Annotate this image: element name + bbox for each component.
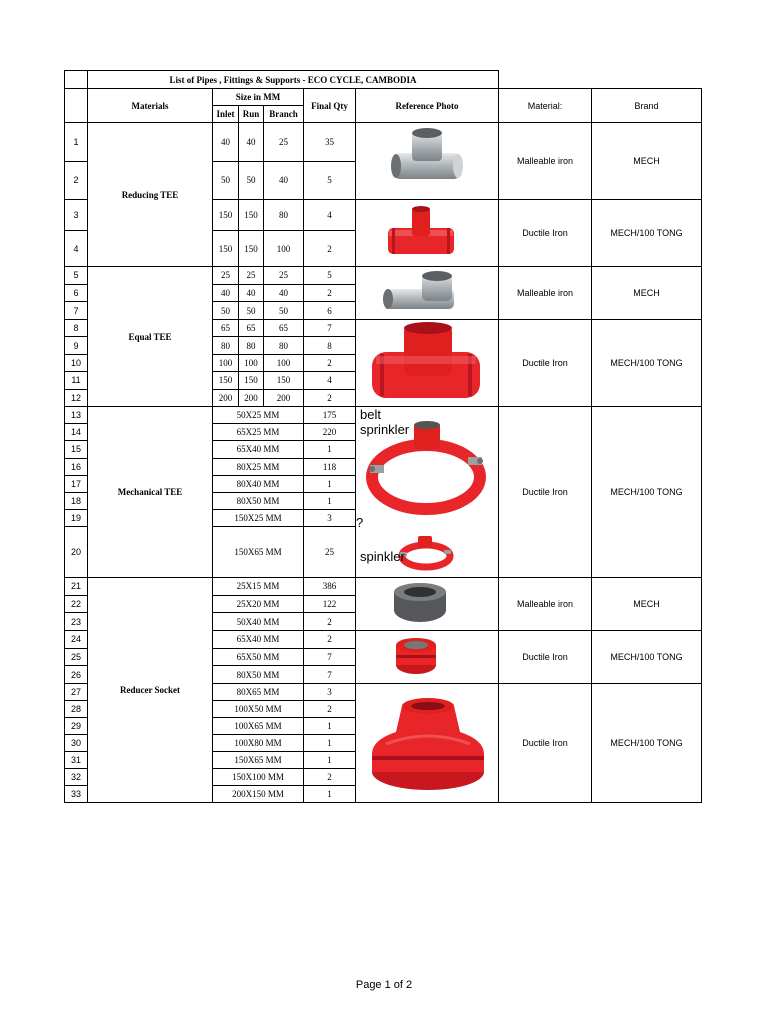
table-row: 17 80X40 MM 1 bbox=[65, 475, 702, 492]
table-row: 6 40 40 40 2 bbox=[65, 284, 702, 302]
table-row: 21 Reducer Socket 25X15 MM 386 Malleable iron MECH bbox=[65, 578, 702, 596]
note-sprinkler: sprinkler bbox=[360, 422, 410, 437]
galvanized-tee-image bbox=[356, 123, 498, 197]
group-mechanical-tee: Mechanical TEE bbox=[88, 407, 213, 578]
table-row: 19 150X25 MM 3 bbox=[65, 510, 702, 527]
table-row: 14 65X25 MM 220 bbox=[65, 424, 702, 441]
table-row: 4 150 150 100 2 bbox=[65, 231, 702, 267]
table-row: 1 Reducing TEE 40 40 25 35 Malleable iron MECH bbox=[65, 123, 702, 162]
table-row: 3 150 150 80 4 Ductile Iron MECH/100 TONG bbox=[65, 200, 702, 231]
table-row: 26 80X50 MM 7 bbox=[65, 666, 702, 684]
group-equal-tee: Equal TEE bbox=[88, 267, 213, 407]
photo-red-equal-tee bbox=[356, 320, 499, 407]
photo-galvanized-reducing-tee bbox=[356, 123, 499, 200]
black-reducer-image bbox=[356, 578, 498, 628]
table-row: 31 150X65 MM 1 bbox=[65, 752, 702, 769]
table-row: 33 200X150 MM 1 bbox=[65, 786, 702, 803]
photo-galvanized-equal-tee bbox=[356, 267, 499, 320]
table-row: 11 150 150 150 4 bbox=[65, 372, 702, 389]
galvanized-equal-tee-image bbox=[356, 267, 498, 317]
table-row: 16 80X25 MM 118 bbox=[65, 458, 702, 475]
materials-header: Materials bbox=[88, 89, 213, 123]
page-footer: Page 1 of 2 bbox=[355, 979, 413, 991]
table-row: 2 50 50 40 5 bbox=[65, 161, 702, 200]
table-row: 20 150X65 MM 25 bbox=[65, 527, 702, 578]
red-tee-image bbox=[356, 200, 498, 264]
table-row: 28 100X50 MM 2 bbox=[65, 701, 702, 718]
table-row: 15 65X40 MM 1 bbox=[65, 441, 702, 458]
note-question: ? bbox=[356, 515, 364, 530]
final-qty-header: Final Qty bbox=[304, 89, 356, 123]
photo-mechanical-tee bbox=[356, 407, 499, 578]
table-row: 23 50X40 MM 2 bbox=[65, 613, 702, 631]
table-row: 7 50 50 50 6 bbox=[65, 302, 702, 320]
table-row: 18 80X50 MM 1 bbox=[65, 492, 702, 509]
red-reducer-small-image bbox=[356, 631, 498, 681]
group-reducer-socket: Reducer Socket bbox=[88, 578, 213, 803]
photo-black-reducer-socket bbox=[356, 578, 499, 631]
pipe-fittings-sheet bbox=[64, 70, 702, 803]
table-row: 22 25X20 MM 122 bbox=[65, 595, 702, 613]
table-row: 25 65X50 MM 7 bbox=[65, 648, 702, 666]
table-row: 24 65X40 MM 2 Ductile Iron MECH/100 TONG bbox=[65, 631, 702, 649]
photo-red-reducer-large bbox=[356, 684, 499, 803]
mechanical-tee-image bbox=[356, 417, 498, 517]
table-row: 29 100X65 MM 1 bbox=[65, 718, 702, 735]
red-reducer-large-image bbox=[356, 684, 498, 800]
table-row: 8 65 65 65 7 Ductile Iron MECH/100 TONG bbox=[65, 320, 702, 337]
note-spinkler: spinkler bbox=[360, 549, 405, 564]
inlet-header: Inlet bbox=[213, 106, 239, 123]
reference-photo-header: Reference Photo bbox=[356, 89, 499, 123]
red-equal-tee-image bbox=[356, 320, 498, 404]
photo-red-reducing-tee bbox=[356, 200, 499, 267]
run-header: Run bbox=[239, 106, 264, 123]
brand-header: Brand bbox=[592, 89, 702, 123]
size-header: Size in MM bbox=[213, 89, 304, 106]
table-row: 10 100 100 100 2 bbox=[65, 354, 702, 371]
table-row: 13 Mechanical TEE 50X25 MM 175 belt sprinkler ? spinkler Ductile Iron MECH/100 TONG bbox=[65, 407, 702, 424]
table-row: 27 80X65 MM 3 Ductile Iron MECH/100 TONG bbox=[65, 684, 702, 701]
table-row: 30 100X80 MM 1 bbox=[65, 735, 702, 752]
table-row: 12 200 200 200 2 bbox=[65, 389, 702, 406]
table-row: 9 80 80 80 8 bbox=[65, 337, 702, 354]
note-belt: belt bbox=[360, 407, 381, 422]
fittings-table bbox=[64, 70, 702, 803]
document-title: List of Pipes , Fittings & Supports - ECO CYCLE, CAMBODIA bbox=[88, 71, 499, 89]
material-header: Material: bbox=[499, 89, 592, 123]
group-reducing-tee: Reducing TEE bbox=[88, 123, 213, 267]
small-mechanical-tee-image bbox=[396, 532, 456, 572]
photo-red-reducer-small bbox=[356, 631, 499, 684]
table-row: 32 150X100 MM 2 bbox=[65, 769, 702, 786]
table-row: 5 Equal TEE 25 25 25 5 Malleable iron MECH bbox=[65, 267, 702, 285]
branch-header: Branch bbox=[264, 106, 304, 123]
